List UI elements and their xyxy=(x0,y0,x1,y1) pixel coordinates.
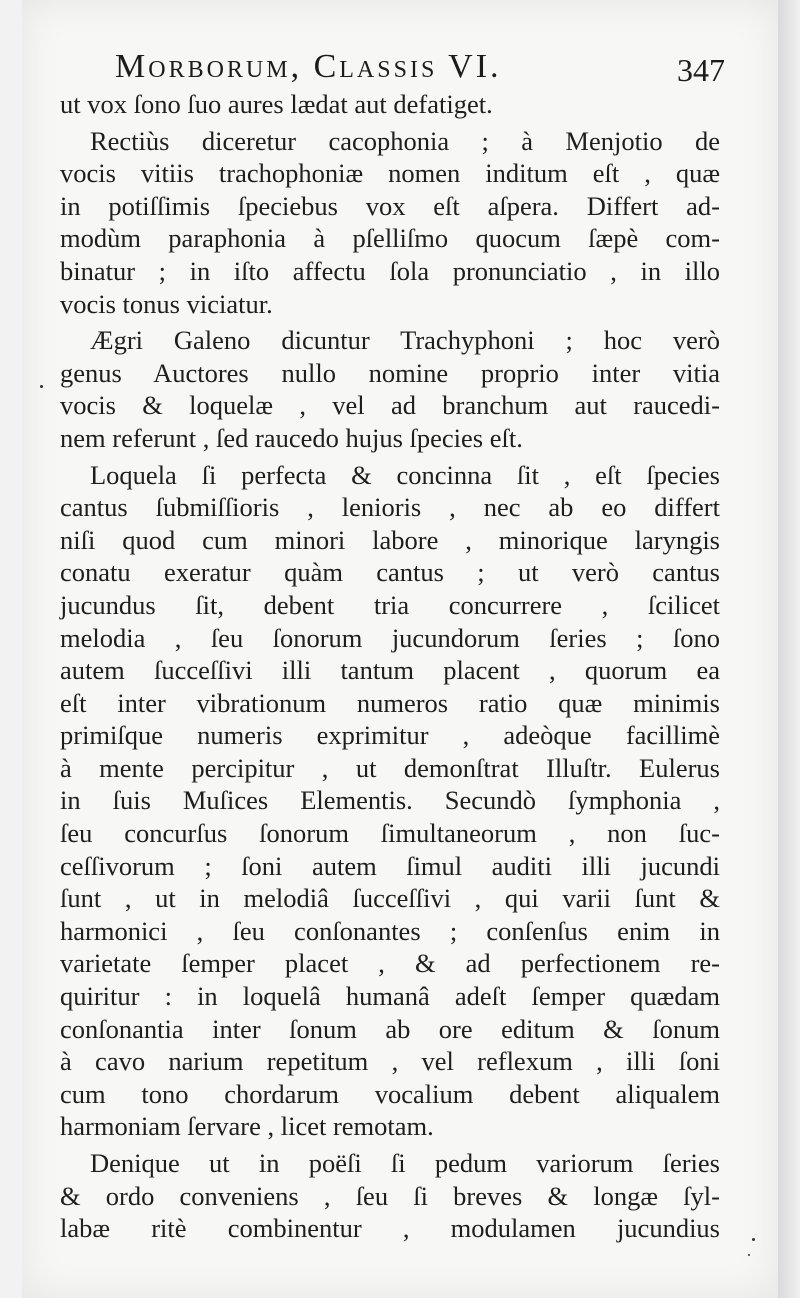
text-line: binatur ; in iſto affectu ſola pronunciatio , in illo xyxy=(60,255,720,286)
text-line: quiritur : in loquelâ humanâ adeſt ſemper quædam xyxy=(60,981,720,1012)
text-line: eſt inter vibrationum numeros ratio quæ minimis xyxy=(60,687,720,718)
paragraph xyxy=(60,459,720,1143)
scan-speck xyxy=(752,1238,755,1241)
paragraph xyxy=(60,324,720,454)
text-line: nem referunt , ſed raucedo hujus ſpecies eſt. xyxy=(60,422,523,453)
text-line: conſonantia inter ſonum ab ore editum & ſonum xyxy=(60,1013,720,1044)
text-line: ceſſivorum ; ſoni autem ſimul auditi illi jucundi xyxy=(60,850,720,881)
text-line: niſi quod cum minori labore , minorique laryngis xyxy=(60,524,720,555)
text-line: harmonici , ſeu conſonantes ; conſenſus enim in xyxy=(60,915,720,946)
text-line: primiſque numeris exprimitur , adeòque facillimè xyxy=(60,720,720,751)
paragraph xyxy=(60,88,720,121)
body-text xyxy=(60,88,720,1245)
text-line: modùm paraphonia à pſelliſmo quocum ſæpè com- xyxy=(60,223,720,254)
text-line: cum tono chordarum vocalium debent aliqualem xyxy=(60,1078,720,1109)
text-line: conatu exeratur quàm cantus ; ut verò cantus xyxy=(60,557,720,588)
text-line: à cavo narium repetitum , vel reflexum , illi ſoni xyxy=(60,1046,720,1077)
text-line: ut vox ſono ſuo aures lædat aut defatiget. xyxy=(60,89,493,119)
text-line: Denique ut in poëſi ſi pedum variorum ſeries xyxy=(90,1148,720,1178)
scan-speck xyxy=(40,385,43,388)
text-line: vocis tonus viciatur. xyxy=(60,288,273,319)
text-line: jucundus ſit, debent tria concurrere , ſcilicet xyxy=(60,589,720,620)
text-line: & ordo conveniens , ſeu ſi breves & longæ ſyl- xyxy=(60,1180,720,1211)
paragraph xyxy=(60,125,720,321)
text-line: genus Auctores nullo nomine proprio inter vitia xyxy=(60,357,720,388)
page-number: 347 xyxy=(677,52,725,88)
text-line: ſunt , ut in melodiâ ſucceſſivi , qui varii ſunt & xyxy=(60,883,720,914)
text-line: ſeu concurſus ſonorum ſimultaneorum , non ſuc- xyxy=(60,818,720,849)
text-line: labæ ritè combinentur , modulamen jucundius xyxy=(60,1213,720,1244)
scan-speck xyxy=(748,1254,750,1256)
text-line: in ſuis Muſices Elementis. Secundò ſymphonia , xyxy=(60,785,720,816)
text-line: Ægri Galeno dicuntur Trachyphoni ; hoc verò xyxy=(90,325,720,356)
text-line: Loquela ſi perfecta & concinna ſit , eſt ſpecies xyxy=(90,459,720,490)
text-line: cantus ſubmiſſioris , lenioris , nec ab eo differt xyxy=(60,492,720,523)
text-line: vocis vitiis trachophoniæ nomen inditum eſt , quæ xyxy=(60,158,720,189)
text-line: in potiſſimis ſpeciebus vox eſt aſpera. Differt ad- xyxy=(60,190,720,221)
text-line: à mente percipitur , ut demonſtrat Illuſtr. Eulerus xyxy=(60,752,720,783)
text-line: vocis & loquelæ , vel ad branchum aut raucedi- xyxy=(60,390,720,421)
text-line: harmoniam ſervare , licet remotam. xyxy=(60,1111,434,1142)
text-line: varietate ſemper placet , & ad perfectionem re- xyxy=(60,948,720,979)
text-line: melodia , ſeu ſonorum jucundorum ſeries ; ſono xyxy=(60,622,720,653)
paragraph xyxy=(60,1147,720,1245)
running-title: Morborum, Classis VI. xyxy=(115,48,502,85)
text-line: Rectiùs diceretur cacophonia ; à Menjotio de xyxy=(90,125,720,156)
text-line: autem ſucceſſivi illi tantum placent , quorum ea xyxy=(60,655,720,686)
page-edge-shadow xyxy=(778,0,800,1298)
